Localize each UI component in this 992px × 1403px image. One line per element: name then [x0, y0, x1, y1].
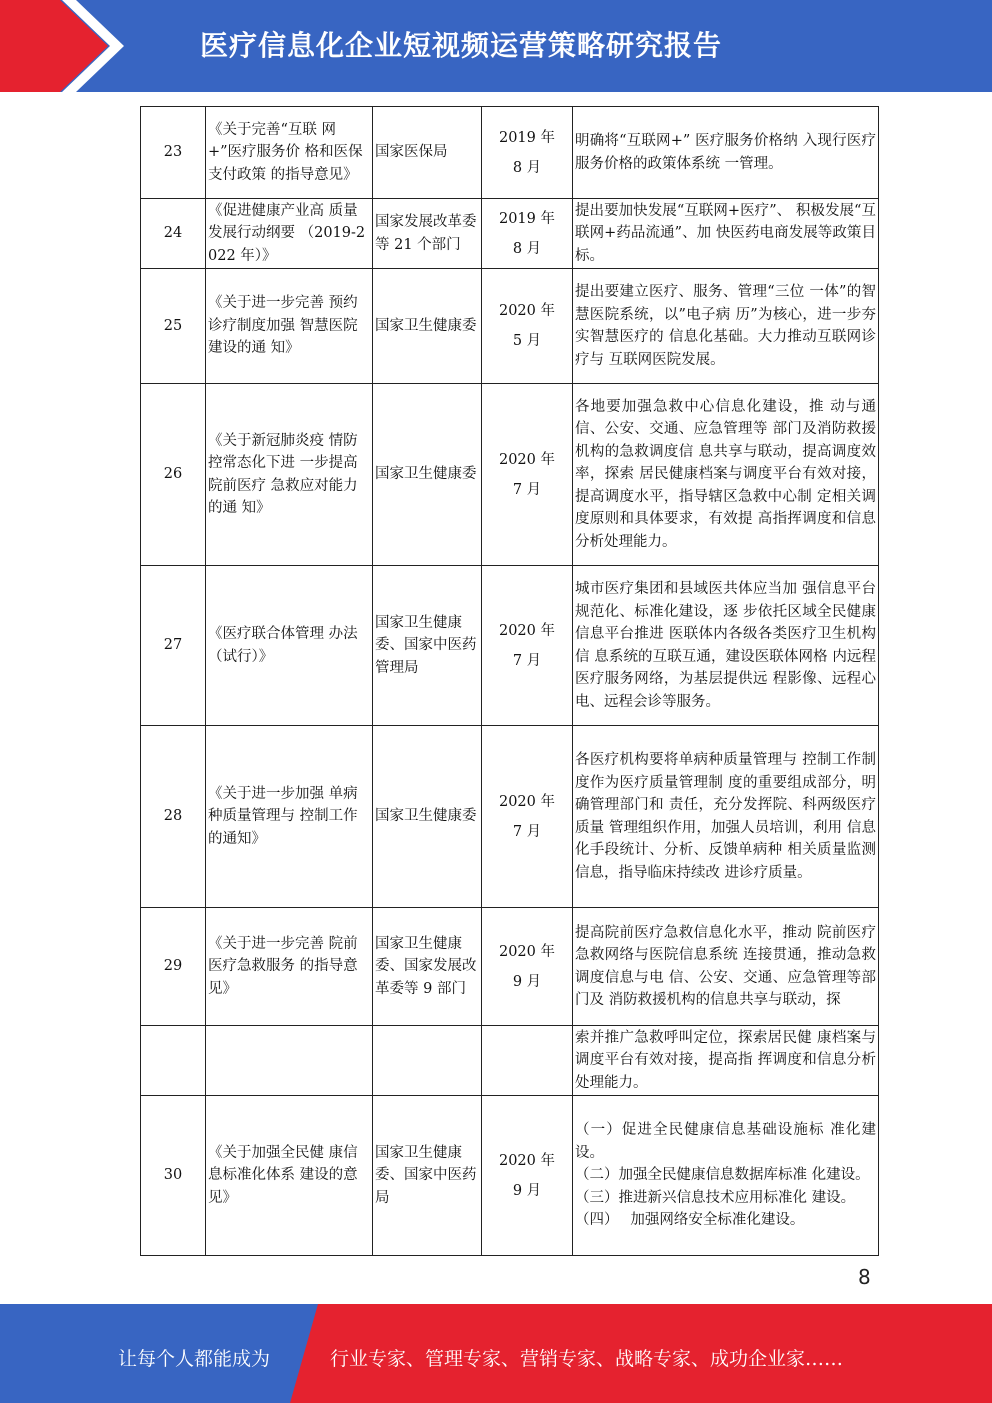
issue-date: [482, 269, 573, 384]
policy-content: [573, 384, 879, 566]
issue-month: 7 月: [512, 823, 542, 840]
policy-content: [573, 726, 879, 908]
issue-date: [482, 1096, 573, 1256]
page-header: [0, 0, 992, 92]
issuing-organization: 国家医保局: [373, 107, 482, 199]
issue-month: 5 月: [512, 333, 542, 349]
row-number: 23: [141, 107, 206, 199]
policy-table: [140, 106, 879, 1256]
issue-date: [482, 199, 573, 269]
content-paragraph: 提出要建立医疗、服务、管理“三位 一体”的智慧医院系统，以”电子病 历”为核心，进一步夯实智慧医疗的 信息化基础。大力推动互联网诊疗与 互联网医院发展。: [575, 284, 876, 368]
content-paragraph: 各医疗机构要将单病种质量管理与 控制工作制度作为医疗质量管理制 度的重要组成部分，明确管理部门和 责任，充分发挥院、科两级医疗质量 管理组织作用，加强人员培训，利用 信息化手段统计、分析、反馈单病种 相关质量监测信息，指导临床持续改 进诊疗质量。: [575, 752, 876, 881]
row-number: 28: [141, 726, 206, 908]
row-number: 24: [141, 199, 206, 269]
policy-title: 《关于进一步完善 预约诊疗制度加强 智慧医院建设的通 知》: [206, 269, 373, 384]
row-number: 26: [141, 384, 206, 566]
content-paragraph: （二）加强全民健康信息数据库标准 化建设。: [575, 1167, 870, 1184]
row-number: [141, 1026, 206, 1096]
policy-title: 《关于进一步加强 单病种质量管理与 控制工作的通知》: [206, 726, 373, 908]
issue-date: [482, 726, 573, 908]
content-paragraph: （四） 加强网络安全标准化建设。: [575, 1212, 805, 1229]
issue-month: 8 月: [512, 240, 542, 257]
content-paragraph: 明确将“互联网+” 医疗服务价格纳 入现行医疗服务价格的政策体系统 一管理。: [575, 133, 876, 172]
issue-year: 2020 年: [498, 1152, 555, 1169]
issue-date: [482, 384, 573, 566]
policy-title: 《医疗联合体管理 办法（试行）》: [206, 566, 373, 726]
issue-date: [482, 566, 573, 726]
issue-year: 2020 年: [498, 303, 555, 319]
policy-title: [206, 1026, 373, 1096]
content-paragraph: 提高院前医疗急救信息化水平，推动 院前医疗急救网络与医院信息系统 连接贯通，推动急救调度信息与电 信、公安、交通、应急管理等部门及 消防救援机构的信息共享与联动，探: [575, 924, 876, 1008]
table-row: [141, 384, 879, 566]
footer-slogan-right: 行业专家、管理专家、营销专家、战略专家、成功企业家……: [330, 1348, 844, 1370]
policy-title: 《关于加强全民健 康信息标准化体系 建设的意见》: [206, 1096, 373, 1256]
issue-month: 8 月: [512, 159, 542, 176]
header-arrow-decoration: [0, 0, 130, 92]
issuing-organization: 国家卫生健康委: [373, 384, 482, 566]
content-paragraph: 索并推广急救呼叫定位，探索居民健 康档案与调度平台有效对接，提高指 挥调度和信息分析处理能力。: [575, 1029, 876, 1091]
issue-year: 2020 年: [498, 622, 555, 639]
table-row: [141, 566, 879, 726]
policy-title: 《促进健康产业高 质量发展行动纲要 （2019-2022 年）》: [206, 199, 373, 269]
policy-content: [573, 908, 879, 1026]
table-row: [141, 107, 879, 199]
issue-date: [482, 908, 573, 1026]
issuing-organization: [373, 1026, 482, 1096]
row-number: 30: [141, 1096, 206, 1256]
issuing-organization: 国家卫生健康委、国家发展改革委等 9 部门: [373, 908, 482, 1026]
policy-content: [573, 1026, 879, 1096]
table-row: [141, 1026, 879, 1096]
row-number: 25: [141, 269, 206, 384]
issue-year: 2019 年: [498, 129, 555, 146]
issue-year: 2019 年: [498, 210, 555, 227]
issue-month: 7 月: [512, 481, 542, 498]
issue-year: 2020 年: [498, 793, 555, 810]
table-row: [141, 1096, 879, 1256]
content-paragraph: 各地要加强急救中心信息化建设，推 动与通信、公安、交通、应急管理等 部门及消防救援机构的急救调度信 息共享与联动，提高调度效率，探索 居民健康档案与调度平台有效对接， 提高调度水平，指导辖区急救中心制 定相关调度原则和具体要求，有效提 高指挥调度和信息分析处理能力。: [575, 398, 876, 550]
policy-title: 《关于完善“互联 网+”医疗服务价 格和医保支付政策 的指导意见》: [206, 107, 373, 199]
issuing-organization: 国家卫生健康委: [373, 269, 482, 384]
issue-month: 9 月: [512, 973, 542, 990]
issue-month: 9 月: [512, 1182, 542, 1199]
issuing-organization: 国家发展改革委等 21 个部门: [373, 199, 482, 269]
issuing-organization: 国家卫生健康委、国家中医药局: [373, 1096, 482, 1256]
issue-date: [482, 1026, 573, 1096]
document-title: 医疗信息化企业短视频运营策略研究报告: [200, 29, 723, 62]
page-number: 8: [858, 1265, 871, 1289]
policy-content: [573, 269, 879, 384]
issue-year: 2020 年: [498, 943, 555, 960]
row-number: 27: [141, 566, 206, 726]
footer-slogan-left: 让每个人都能成为: [118, 1348, 271, 1370]
content-paragraph: 提出要加快发展“互联网+医疗”、 积极发展“互联网+药品流通”、加 快医药电商发展等政策目标。: [575, 202, 876, 264]
policy-content: [573, 1096, 879, 1256]
issue-date: [482, 107, 573, 199]
policy-title: 《关于进一步完善 院前医疗急救服务 的指导意见》: [206, 908, 373, 1026]
issue-month: 7 月: [512, 652, 542, 669]
policy-content: [573, 107, 879, 199]
table-row: [141, 199, 879, 269]
issue-year: 2020 年: [498, 451, 555, 468]
content-paragraph: （一）促进全民健康信息基础设施标 准化建设。: [575, 1122, 876, 1161]
row-number: 29: [141, 908, 206, 1026]
content-paragraph: （三）推进新兴信息技术应用标准化 建设。: [575, 1189, 856, 1206]
table-row: [141, 908, 879, 1026]
policy-title: 《关于新冠肺炎疫 情防控常态化下进 一步提高院前医疗 急救应对能力的通 知》: [206, 384, 373, 566]
issuing-organization: 国家卫生健康委: [373, 726, 482, 908]
content-paragraph: 城市医疗集团和县域医共体应当加 强信息平台规范化、标准化建设，逐 步依托区域全民健康信息平台推进 医联体内各级各类医疗卫生机构信 息系统的互联互通，建设医联体网格 内远程医疗服务网络，为基层提供远 程影像、远程心电、远程会诊等服务。: [575, 581, 876, 710]
table-row: [141, 269, 879, 384]
policy-content: [573, 199, 879, 269]
table-row: [141, 726, 879, 908]
policy-content: [573, 566, 879, 726]
issuing-organization: 国家卫生健康委、国家中医药管理局: [373, 566, 482, 726]
